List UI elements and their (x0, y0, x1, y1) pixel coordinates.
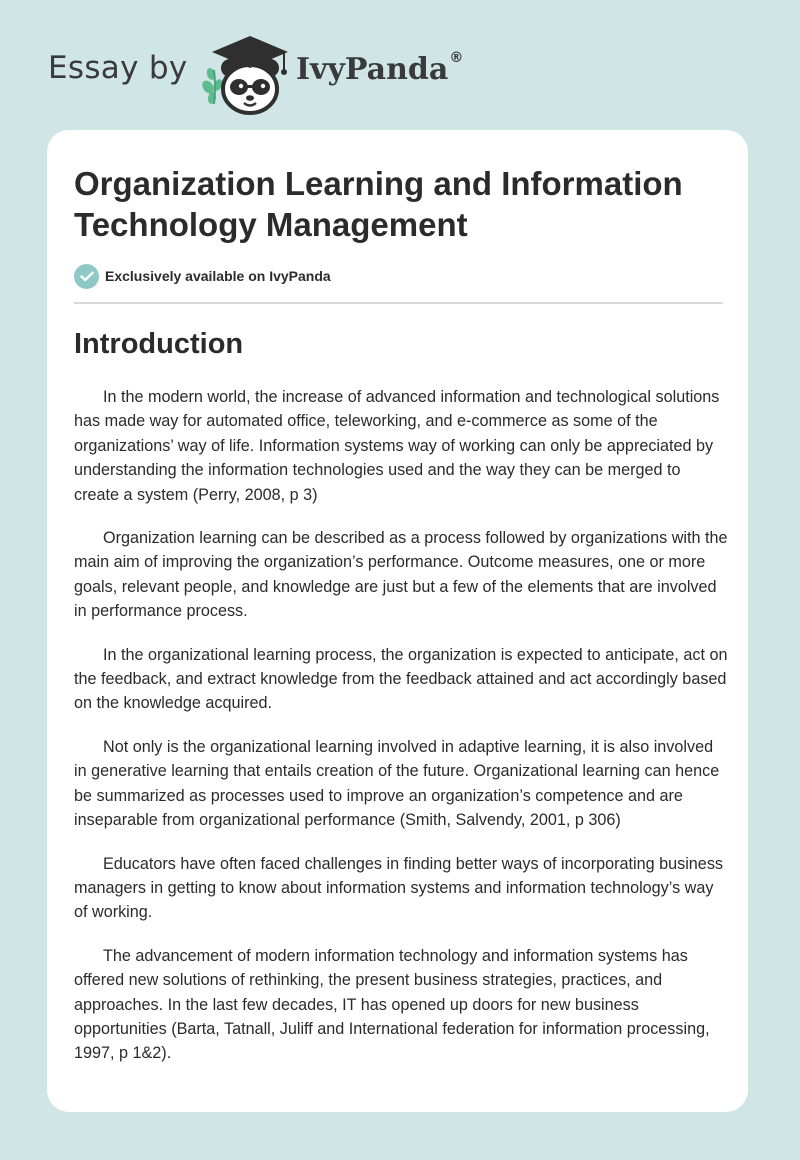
site-header (0, 0, 800, 130)
essay-title: Organization Learning and Information Technology Management (74, 165, 683, 243)
panda-graduate-logo-icon[interactable] (200, 30, 296, 116)
brand-name[interactable] (296, 52, 463, 87)
brand-name-text: IvyPanda (296, 52, 449, 87)
check-circle-icon (74, 264, 99, 289)
registered-mark: ® (449, 50, 464, 66)
paragraph: Educators have often faced challenges in finding better ways of incorporating business managers in getting to know about information systems and information technology’s way of working. (74, 854, 724, 922)
exclusive-badge-label: Exclusively available on IvyPanda (105, 268, 331, 284)
section-heading: Introduction (74, 328, 244, 360)
paragraph: Not only is the organizational learning involved in adaptive learning, it is also involved in generative learning that entails creation of the future. Organizational learning can hence be summarized as processes used to improve an organization’s competence and are inseparable from organizational performance (Smith, Salvendy, 2001, p 306) (74, 737, 720, 830)
paragraph: In the organizational learning process, the organization is expected to anticipate, act on the feedback, and extract knowledge from the feedback attained and act accordingly based on the knowledge acquired. (74, 645, 728, 713)
paragraph: In the modern world, the increase of advanced information and technological solutions has made way for automated office, teleworking, and e-commerce as some of the organizations’ way of life. Information systems way of working can only be appreciated by understanding the information technologies used and the way they can be merged to create a system (Perry, 2008, p 3) (74, 388, 720, 504)
essay-by-label: Essay by (48, 50, 188, 86)
paragraph: The advancement of modern information technology and information systems has offered new solutions of rethinking, the present business strategies, practices, and approaches. In the last few decades, IT has opened up doors for new business opportunities (Barta, Tatnall, Juliff and International federation for information processing, 1997, p 1&2). (74, 946, 710, 1063)
paragraph: Organization learning can be described as a process followed by organizations with the main aim of improving the organization’s performance. Outcome measures, one or more goals, relevant people, and knowledge are just but a few of the elements that are involved in performance process. (74, 529, 728, 621)
title-divider (74, 302, 723, 304)
essay-body (74, 385, 728, 1085)
essay-card (47, 130, 748, 1112)
exclusive-badge (74, 263, 331, 289)
